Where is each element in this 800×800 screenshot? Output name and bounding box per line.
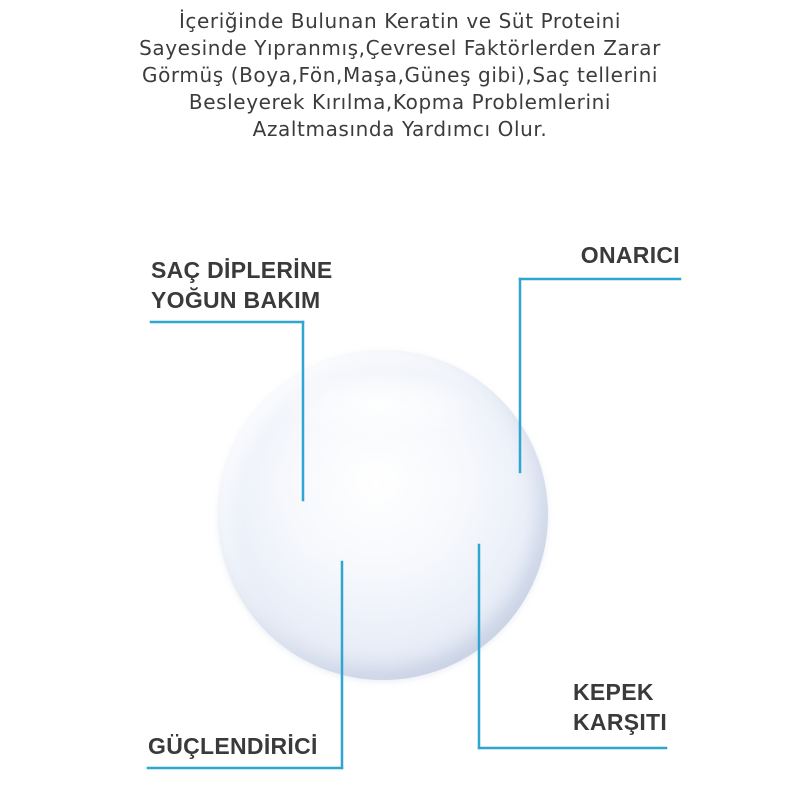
description-line: İçeriğinde Bulunan Keratin ve Süt Proteini (178, 9, 622, 33)
description-line: Azaltmasında Yardımcı Olur. (252, 117, 548, 141)
label-repairing-text: ONARICI (580, 242, 680, 268)
description-line: Besleyerek Kırılma,Kopma Problemlerini (188, 90, 612, 114)
label-root-care-line: SAÇ DİPLERİNE (151, 257, 333, 283)
description-line: Sayesinde Yıpranmış,Çevresel Faktörlerden Zarar (139, 36, 661, 60)
product-texture-highlight (280, 370, 480, 440)
label-strengthening-text: GÜÇLENDİRİCİ (148, 733, 318, 759)
description-line: Görmüş (Boya,Fön,Maşa,Güneş gibi),Saç tellerini (141, 63, 659, 87)
label-root-care (151, 255, 333, 315)
product-description (0, 8, 800, 143)
label-anti-dandruff-line: KARŞITI (573, 709, 668, 735)
label-anti-dandruff (573, 677, 667, 737)
label-root-care-line: YOĞUN BAKIM (151, 287, 321, 313)
label-strengthening (148, 731, 318, 761)
label-anti-dandruff-line: KEPEK (573, 679, 654, 705)
label-repairing (581, 240, 680, 270)
